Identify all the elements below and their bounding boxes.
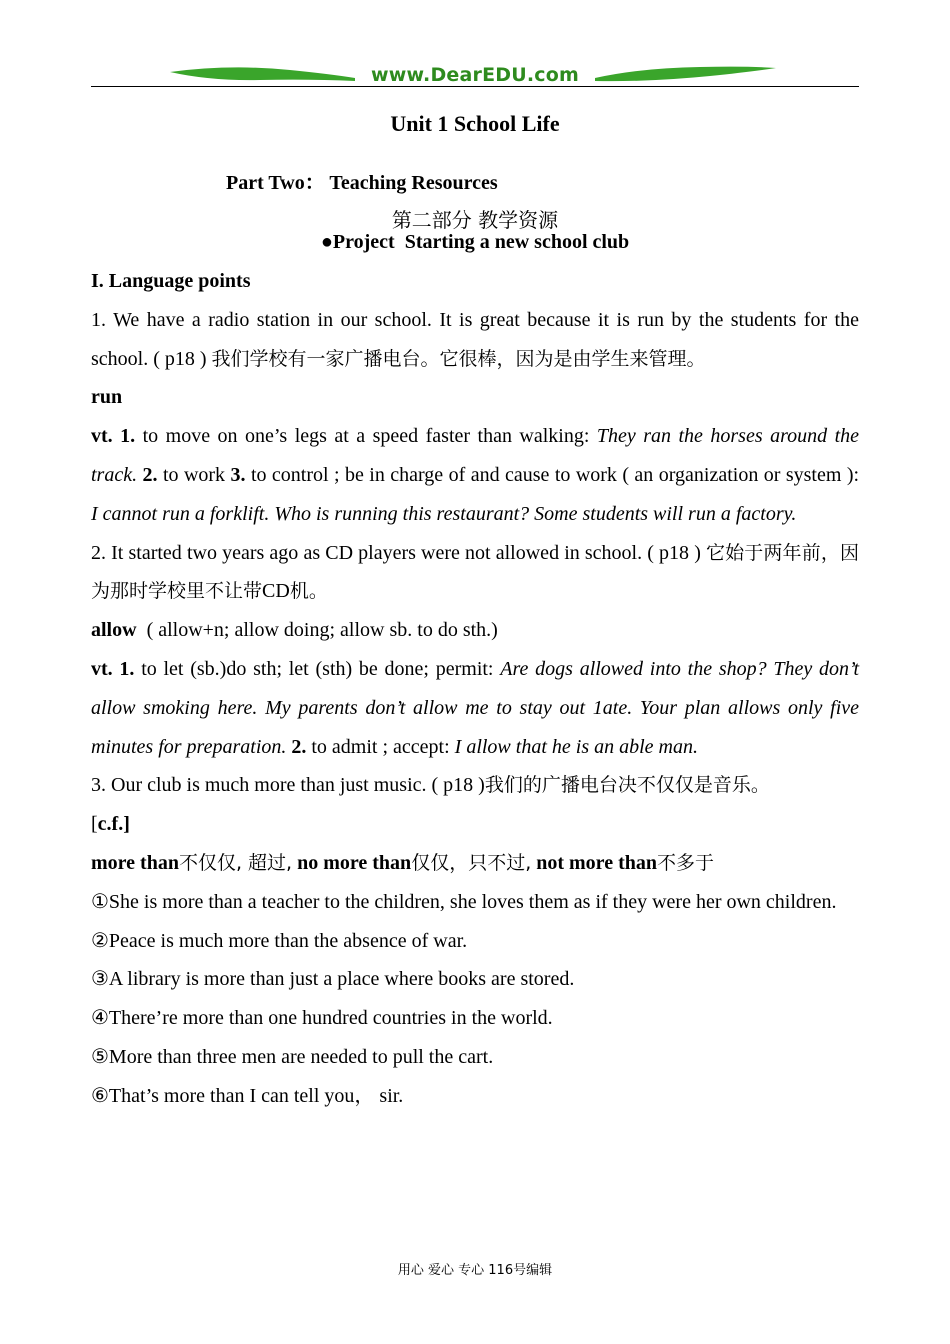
example-sentence: ②Peace is much more than the absence of war. xyxy=(91,929,468,952)
allow-example-2: I allow that he is an able man. xyxy=(454,735,698,758)
allow-word: allow xyxy=(91,619,137,642)
example-sentence: ③A library is more than just a place where books are stored. xyxy=(91,968,575,991)
allow-def-2: to admit ; accept: xyxy=(311,735,450,758)
vocab-word-run: run xyxy=(91,386,123,409)
phrase-more-than-cn: 不仅仅, 超过, xyxy=(178,851,293,874)
section-heading: I. Language points xyxy=(91,270,251,292)
part-heading-cn: 第二部分 教学资源 xyxy=(391,208,559,232)
phrase-no-more-than-cn: 仅仅，只不过, xyxy=(411,851,532,874)
point-3-chinese: 我们的广播电台决不仅仅是音乐。 xyxy=(484,774,770,797)
main-content xyxy=(91,262,859,1116)
compare-phrases xyxy=(91,844,859,883)
example-sentence: ⑥That’s more than I can tell you， sir. xyxy=(91,1084,404,1107)
point-2 xyxy=(91,534,859,612)
allow-pos: vt. 1. xyxy=(91,657,135,680)
header-rule xyxy=(91,86,859,87)
run-num-2: 2. xyxy=(142,463,158,486)
part-name: Teaching Resources xyxy=(329,172,498,194)
part-label: Part Two： xyxy=(226,172,325,194)
run-definition xyxy=(91,417,859,533)
project-heading xyxy=(0,231,950,254)
run-example-3: I cannot run a forklift. Who is running this restaurant? Some students will run a factory. xyxy=(91,502,797,525)
point-1-english: 1. We have a radio station in our school. It is great because it is run by the students for the school. ( p18 ) xyxy=(91,308,859,370)
example-sentence: ④There’re more than one hundred countries in the world. xyxy=(91,1007,553,1030)
run-def-2: to work xyxy=(162,463,226,486)
project-label: Project xyxy=(332,231,395,253)
compare-label xyxy=(91,805,859,844)
run-num-3: 3. xyxy=(230,463,246,486)
example-sentence: ①She is more than a teacher to the children, she loves them as if they were her own children. xyxy=(91,890,837,913)
allow-definition xyxy=(91,650,859,766)
example-sentence: ⑤More than three men are needed to pull the cart. xyxy=(91,1045,494,1068)
run-def-3: to control ; be in charge of and cause to work ( an organization or system ): xyxy=(250,463,860,486)
phrase-not-more-than-cn: 不多于 xyxy=(656,851,714,874)
allow-example-1: Are dogs allowed into the shop? They don’t allow smoking here. My parents don’t allow me to stay out 1ate. Your plan allows only five minutes for preparation. xyxy=(91,657,860,758)
point-2-english: 2. It started two years ago as CD players were not allowed in school. ( p18 ) xyxy=(91,541,701,564)
allow-usage: ( allow+n; allow doing; allow sb. to do sth.) xyxy=(146,619,498,642)
point-3-english: 3. Our club is much more than just music. ( p18 ) xyxy=(91,774,485,797)
phrase-not-more-than: not more than xyxy=(536,851,657,874)
vocab-word-allow xyxy=(91,611,859,650)
page-footer: 用心 爱心 专心 116号编辑 xyxy=(397,1263,553,1278)
point-3 xyxy=(91,766,859,805)
run-example-1: They ran the horses around the track. xyxy=(91,425,860,486)
document-title: Unit 1 School Life xyxy=(390,111,560,136)
point-1 xyxy=(91,301,859,379)
run-def-1: to move on one’s legs at a speed faster than walking: xyxy=(142,425,590,448)
bullet-icon: ● xyxy=(320,231,333,253)
point-1-chinese: 我们学校有一家广播电台。它很棒，因为是由学生来管理。 xyxy=(211,347,706,370)
cf-label: c.f.] xyxy=(97,813,130,836)
allow-num-2: 2. xyxy=(291,735,307,758)
project-name: Starting a new school club xyxy=(404,231,630,253)
allow-def-1: to let (sb.)do sth; let (sth) be done; permit: xyxy=(141,657,494,680)
phrase-no-more-than: no more than xyxy=(297,851,412,874)
point-2-chinese-c: 机。 xyxy=(289,580,328,603)
run-pos: vt. 1. xyxy=(91,425,136,448)
cf-bracket: [ xyxy=(91,813,98,836)
point-2-chinese-a: 它始于两年前，因为那时学校里不让带 xyxy=(91,541,859,603)
site-logo-text: www.DearEDU.com xyxy=(370,64,580,86)
phrase-more-than: more than xyxy=(91,851,179,874)
part-heading xyxy=(226,166,498,195)
point-2-chinese-b: CD xyxy=(262,580,290,603)
